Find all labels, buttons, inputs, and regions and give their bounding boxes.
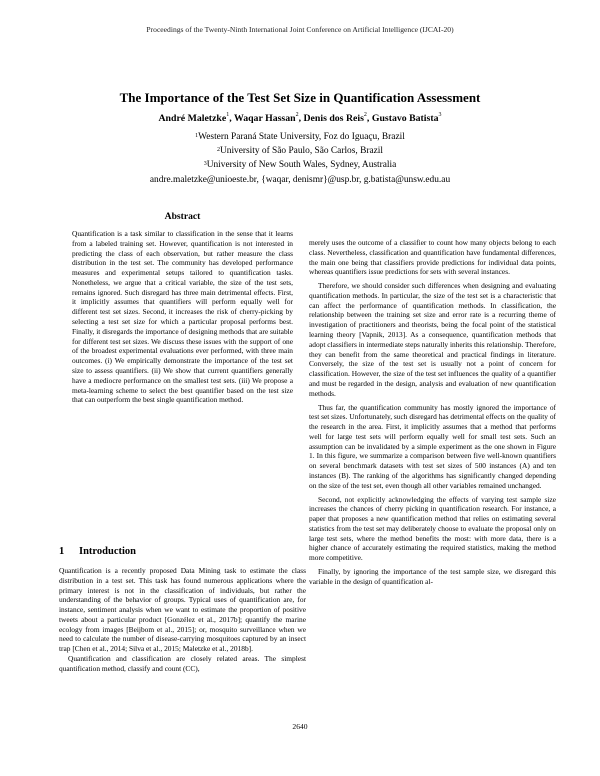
paper-title: The Importance of the Test Set Size in Quantification Assessment [119, 90, 481, 105]
abstract-heading: Abstract [164, 211, 201, 222]
author-emails: andre.maletzke@unioeste.br, {waqar, denismr}@usp.br, g.batista@unsw.edu.au [149, 175, 451, 185]
author: Gustavo Batista$^3$ [371, 112, 442, 124]
introduction-body [59, 566, 306, 674]
paragraph: Thus far, the quantification community has mostly ignored the importance of test set sizes. Unfortunately, such disregard has detrimental effects on the quality of the research in the area. First, it implicitly assumes that a method that performs well for large test sets will perform equally well for small test sets. Such an assumption can be invalidated by a simple experiment as the one shown in Figure 1. In this figure, we summarize a comparison between five well-known quantifiers on several benchmark datasets with test set sizes of 500 instances (A) and ten instances (B). The ranking of the algorithms has significantly changed depending on the size of the test set, even though all other variables remained unchanged. [309, 402, 556, 490]
paragraph: Finally, by ignoring the importance of the test sample size, we disregard this variable in the design of quantification al- [309, 567, 556, 586]
author-list [40, 113, 560, 124]
paragraph: merely uses the outcome of a classifier to count how many objects belong to each class. Nevertheless, classification and quantification have fundamental differences, the main one being that classifiers provide predictions for individual data points, whereas quantifiers issue predictions for sets with several instances. [309, 238, 556, 277]
paragraph: Second, not explicitly acknowledging the effects of varying test sample size increases the chances of cherry picking in quantification research. For instance, a paper that proposes a new quantification method that relies on estimating several statistics from the test set may deliberately choose to evaluate the proposal only on large test sets, where the method benefits the most: with more data, there is a higher chance of accurately estimating the required statistics, making the method more competitive. [309, 494, 556, 563]
running-header: Proceedings of the Twenty-Ninth International Joint Conference on Artificial Intelligence (IJCAI-20) [146, 25, 454, 34]
paragraph: Quantification is a recently proposed Data Mining task to estimate the class distribution in a test set. This task has found numerous applications where the primary interest is not in the classification of individuals, but rather the understanding of the behavior of groups. Typical uses of quantification are, for instance, sentiment analysis when we want to estimate the proportion of positive tweets about a particular product [Gonzélez et al., 2017b]; quantify the marine ecology from images [Beijbom et al., 2015]; or, mosquito surveillance when we need to calculate the number of disease-carrying mosquitoes captured by an insect trap [Chen et al., 2014; Silva et al., 2015; Maletzke et al., 2018b]. [59, 566, 306, 654]
author: Waqar Hassan$^2$, [233, 112, 304, 124]
paragraph: Therefore, we should consider such differences when designing and evaluating quantification methods. In particular, the size of the test set is a characteristic that can affect the performance of quantification methods. In classification, the relationship between the training set size and error rate is a recurring theme of investigation of practitioners and theorists, being the focal point of the statistical learning theory [Vapnik, 2013]. As a consequence, quantification methods that adopt classifiers in intermediate steps naturally inherits this relationship. Therefore, they can benefit from the same theoretical and practical findings in literature. Conversely, the size of the test set is usually not a point of concern for classification. However, the size of the test set influences the quality of a quantifier and must be regarded in the design, analysis and evaluation of new quantification methods. [309, 281, 556, 398]
section-heading-introduction: 1 Introduction [59, 546, 136, 557]
affiliation: $^1$Western Paraná State University, Foz do Iguaçu, Brazil [195, 132, 405, 142]
page-number: 2640 [292, 722, 308, 731]
abstract-text: Quantification is a task similar to classification in the sense that it learns from a labeled training set. However, quantification is not interested in predicting the class of each observation, but rather measure the class distribution in the test set. The community has developed performance measures and experimental setups tailored to quantification tasks. Nonetheless, we argue that a critical variable, the size of the test sets, remains ignored. Such disregard has three main detrimental effects. First, it implicitly assumes that quantifiers will perform equally well for different test set sizes. Second, it increases the risk of cherry-picking by selecting a test set size for which a particular proposal performs best. Finally, it disregards the importance of designing methods that are suitable for different test set sizes. We discuss these issues with the support of one of the broadest experimental evaluations ever performed, with three main outcomes. (i) We empirically demonstrate the importance of the test set size to assess quantifiers. (ii) We show that current quantifiers generally have a mediocre performance on the smallest test sets. (iii) We propose a meta-learning scheme to select the best quantifier based on the test size that can outperform the best single quantification method. [72, 229, 293, 405]
affiliation: $^2$University of São Paulo, São Carlos, Brazil [216, 146, 383, 156]
author: André Maletzke$^1$, [158, 112, 234, 124]
affiliation: $^3$University of New South Wales, Sydney, Australia [203, 160, 397, 170]
author: Denis dos Reis$^2$, [303, 112, 372, 124]
paragraph: Quantification and classification are closely related areas. The simplest quantification method, classify and count (CC), [59, 654, 306, 673]
right-column-body [309, 238, 556, 587]
abstract-body [59, 229, 306, 405]
